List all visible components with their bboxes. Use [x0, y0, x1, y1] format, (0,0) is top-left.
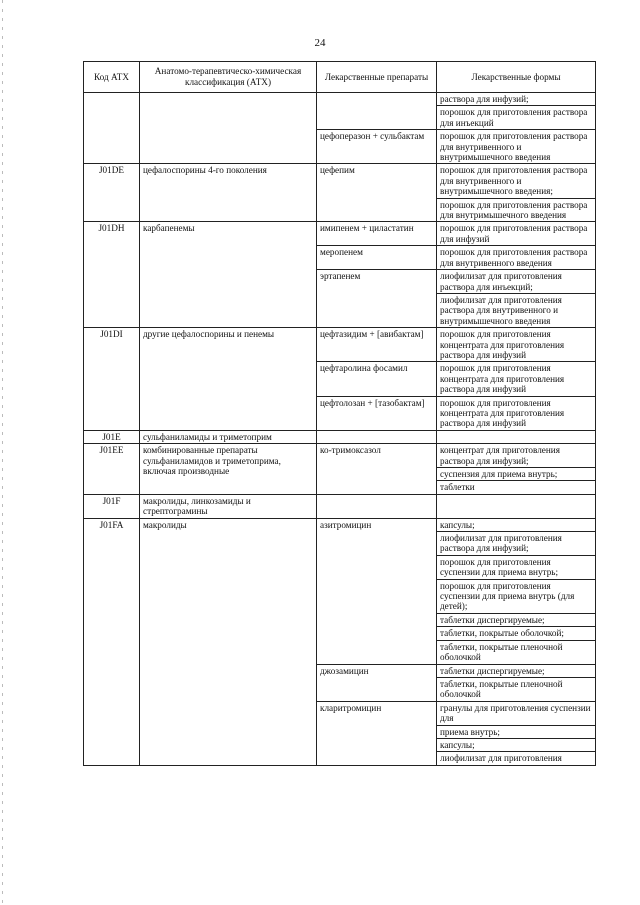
drug-cell	[317, 494, 437, 518]
form-cell: концентрат для приготовления раствора для инфузий;	[437, 444, 596, 468]
form-cell: таблетки, покрытые пленочной оболочкой	[437, 677, 596, 701]
code-cell: J01FA	[84, 518, 140, 765]
table-row	[84, 518, 596, 531]
form-cell: суспензия для приема внутрь;	[437, 468, 596, 481]
scan-edge	[2, 0, 3, 905]
drug-cell: эртапенем	[317, 270, 437, 328]
form-cell: таблетки, покрытые пленочной оболочкой	[437, 640, 596, 664]
form-cell: таблетки, покрытые оболочкой;	[437, 627, 596, 640]
class-cell: другие цефалоспорины и пенемы	[140, 328, 317, 431]
drug-cell: цефтаролина фосамил	[317, 362, 437, 396]
form-cell: лиофилизат для приготовления раствора для внутривенного и внутримышечного введения	[437, 293, 596, 327]
table-row	[84, 430, 596, 443]
drug-cell	[317, 430, 437, 443]
table-row	[84, 328, 596, 362]
code-cell: J01E	[84, 430, 140, 443]
class-cell: сульфаниламиды и триметоприм	[140, 430, 317, 443]
table-header-row	[84, 62, 596, 93]
drug-cell: цефтолозан + [тазобактам]	[317, 396, 437, 430]
class-cell: макролиды	[140, 518, 317, 765]
table-row	[84, 93, 596, 106]
drug-cell	[317, 93, 437, 130]
header-classification: Анатомо-терапевтическо-химическая классификация (АТХ)	[140, 62, 317, 93]
drug-cell: цефепим	[317, 164, 437, 222]
drug-cell: цефоперазон + сульбактам	[317, 130, 437, 164]
class-cell: макролиды, линкозамиды и стрептограмины	[140, 494, 317, 518]
form-cell: порошок для приготовления раствора для инфузий	[437, 222, 596, 246]
form-cell: порошок для приготовления раствора для внутривенного и внутримышечного введения	[437, 130, 596, 164]
drug-cell: имипенем + циластатин	[317, 222, 437, 246]
table-row	[84, 222, 596, 246]
form-cell: таблетки диспергируемые;	[437, 664, 596, 677]
form-cell: порошок для приготовления концентрата для приготовления раствора для инфузий	[437, 362, 596, 396]
code-cell: J01F	[84, 494, 140, 518]
form-cell: приема внутрь;	[437, 725, 596, 738]
header-code: Код АТХ	[84, 62, 140, 93]
code-cell	[84, 93, 140, 164]
class-cell	[140, 93, 317, 164]
form-cell: порошок для приготовления раствора для внутривенного и внутримышечного введения;	[437, 164, 596, 198]
form-cell: гранулы для приготовления суспензии для	[437, 701, 596, 725]
drug-cell: ко-тримоксазол	[317, 444, 437, 495]
drug-cell: джозамицин	[317, 664, 437, 701]
form-cell: раствора для инфузий;	[437, 93, 596, 106]
table-row	[84, 494, 596, 518]
form-cell: порошок для приготовления суспензии для приема внутрь;	[437, 555, 596, 579]
drug-cell: кларитромицин	[317, 701, 437, 765]
table-row	[84, 164, 596, 198]
form-cell: таблетки диспергируемые;	[437, 613, 596, 626]
form-cell: капсулы;	[437, 738, 596, 751]
form-cell	[437, 430, 596, 443]
page-number: 24	[314, 37, 326, 49]
code-cell: J01DH	[84, 222, 140, 328]
form-cell	[437, 494, 596, 518]
code-cell: J01EE	[84, 444, 140, 495]
code-cell: J01DI	[84, 328, 140, 431]
form-cell: порошок для приготовления раствора для инъекций	[437, 106, 596, 130]
form-cell: лиофилизат для приготовления раствора для инфузий;	[437, 532, 596, 556]
drug-cell: цефтазидим + [авибактам]	[317, 328, 437, 362]
header-forms: Лекарственные формы	[437, 62, 596, 93]
drug-cell: меропенем	[317, 246, 437, 270]
form-cell: порошок для приготовления раствора для внутривенного введения	[437, 246, 596, 270]
form-cell: капсулы;	[437, 518, 596, 531]
class-cell: цефалоспорины 4-го поколения	[140, 164, 317, 222]
code-cell: J01DE	[84, 164, 140, 222]
drug-cell: азитромицин	[317, 518, 437, 664]
form-cell: таблетки	[437, 481, 596, 494]
form-cell: порошок для приготовления раствора для внутримышечного введения	[437, 198, 596, 222]
header-drugs: Лекарственные препараты	[317, 62, 437, 93]
atx-table	[83, 61, 596, 766]
class-cell: комбинированные препараты сульфаниламидов и триметоприма, включая производные	[140, 444, 317, 495]
form-cell: порошок для приготовления суспензии для приема внутрь (для детей);	[437, 579, 596, 613]
form-cell: порошок для приготовления концентрата для приготовления раствора для инфузий	[437, 328, 596, 362]
table-row	[84, 444, 596, 468]
form-cell: лиофилизат для приготовления	[437, 752, 596, 765]
form-cell: лиофилизат для приготовления раствора для инъекций;	[437, 270, 596, 294]
form-cell: порошок для приготовления концентрата для приготовления раствора для инфузий	[437, 396, 596, 430]
class-cell: карбапенемы	[140, 222, 317, 328]
